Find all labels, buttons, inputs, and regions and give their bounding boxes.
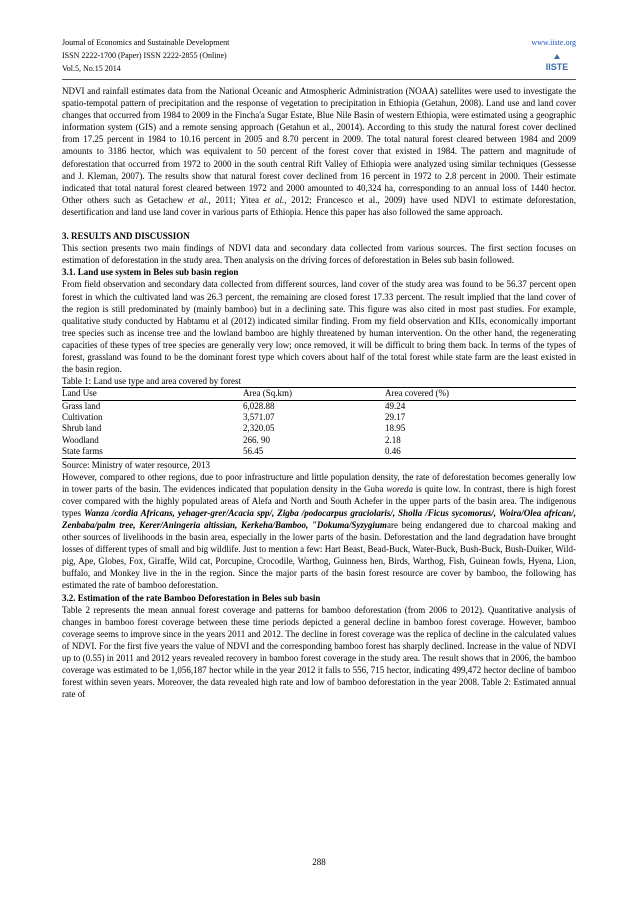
table-row [62,446,576,458]
table-cell: State farms [62,446,103,457]
table-header-cell: Land Use [62,388,97,399]
page [62,36,576,700]
table-cell: 266. 90 [243,434,270,445]
section-3-1-paragraph: From field observation and secondary data collected from different sources, land cover of the study area was found to be 56.37 percent open forest in which the cultivated land was 26.3 percent, the remaining are closed forest 17.33 percent. The result implied that the land cover of the region is still predominated by (mainly bamboo) but in a declining sate. This figure was also cited in most past studies. For example, qualitative study conducted by Habtamu et al (2012) indicated similar finding. From my field observation and KIIs, economically important tree species such as incense tree and the lowland bamboo are highly threatened by human intervention. On the other hand, the regenerating capacities of these types of tree species are generally very low; once removed, it will be difficult to bring them back. In terms of the types of forest, grassland was found to be the dominant forest type which covers about half of the total forest while state farm are the least existed in the basin region. [62,279,576,375]
issn-line: ISSN 2222-1700 (Paper) ISSN 2222-2855 (Online) [62,51,227,60]
table-cell: Woodland [62,434,99,445]
table-cell: 2.18 [385,434,401,445]
table-cell: 49.24 [385,400,406,411]
section-3-paragraph: This section presents two main findings of NDVI data and secondary data collected from various sources. The first section focuses on estimation of deforestation in the study area. Then analysis on the driving forces of deforestation in Beles sub basin followed. [62,243,576,266]
journal-header [62,36,576,80]
table-1-source: Source: Ministry of water resource, 2013 [62,459,210,470]
section-3-2-title: 3.2. Estimation of the rate Bamboo Deforestation in Beles sub basin [62,592,321,603]
table-cell: 0.46 [385,446,401,457]
section-3-2-paragraph: Table 2 represents the mean annual forest coverage and patterns for bamboo deforestation (from 2006 to 2012). Quantitative analysis of changes in bamboo forest coverage between these time periods depicted a general decline in bamboo forest coverage. However, bamboo coverage seems to improve since in the years 2011 and 2012. The decline in forest coverage was the replica of decline in the calculated values of NDVI. For the first five years the value of NDVI and the corresponding bamboo forest has sharply declined. Increase in the value of NDVI up to (0.55) in 2011 and 2012 years revealed recovery in bamboo forest coverage in the study area. The result shows that in 2006, the bamboo coverage was estimated to be 1,056,187 hector while in the year 2012 it falls to 556, 715 hector, indicating 499,472 hector decline of bamboo forest within seven years. Moreover, the data revealed high rate and low of bamboo deforestation in the year 2008. Table 2: Estimated annual rate of [62,604,576,700]
table-cell: 2,320.05 [243,423,275,434]
table-1-caption: Table 1: Land use type and area covered by forest [62,376,242,387]
journal-url-link[interactable]: www.iiste.org [531,38,576,47]
header-rule [62,79,576,80]
table-row [62,423,576,434]
volume-line: Vol.5, No.15 2014 [62,64,121,73]
logo-text: IISTE [545,62,569,72]
journal-name: Journal of Economics and Sustainable Development [62,38,230,47]
table-row [62,435,576,446]
section-3-1-title: 3.1. Land use system in Beles sub basin region [62,267,239,278]
deforestation-paragraph: However, compared to other regions, due to poor infrastructure and little population density, the rate of deforestation becomes generally low in tower parts of the basin. The evidences indicated that population density in the Guba woreda is quite low. In contrast, there is high forest cover compared with the highly populated areas of Alefa and North and South Achefer in the upper parts of the basin area. The indigenous types Wanza /cordia Africans, yehager-grer/Acacia spp/, Zigba /podocarpus graciolaris/, Sholla /Ficus sycomorus/, Woira/Olea african/, Zenbaba/palm tree, Kerer/Aningeria altissian, Kerkeha/Bamboo, "Dokuma/Syzygiumare being endangered due to charcoal making and other sources of livelihoods in the basin area, especially in the lower parts of the basin. Deforestation and the land degradation have brought losses of different types of small and big wildlife. Just to mention a few: Hart Beast, Bead-Buck, Water-Buck, Bush-Buck, Bush-Duiker, Wild-pig, Ape, Globes, Fox, Giraffe, Wild cat, Porcupine, Crocodile, Warthog, Guinness hen, Birds, Warthog, Fish, Guinean fowls, Hyena, Lion, buffalo, and Monkey live in the in the region. Since the major parts of the basin forest resource are cover by bamboo, the following has estimated the rate of bamboo deforestation. [62,471,577,591]
table-row [62,412,576,423]
table-cell: Shrub land [62,423,102,434]
table-cell: 6,028.88 [243,400,275,411]
table-cell: Cultivation [62,411,103,422]
page-number: 288 [312,857,326,867]
table-cell: 56.45 [243,446,264,457]
table-cell: 3,571.07 [243,411,275,422]
iiste-logo-icon [538,53,576,73]
table-row [62,400,576,412]
table-header-cell: Area covered (%) [385,388,449,399]
intro-paragraph: NDVI and rainfall estimates data from the National Oceanic and Atmospheric Administration (NOAA) satellites were used to investigate the spatio-tempotal pattern of precipitation and the response of vegetation to precipitation in Ethiopia (Getahun, 2008). Land use and land cover changes that occurred from 1984 to 2009 in the Fincha'a Sugar Estate, Blue Nile Basin of western Ethiopia, were estimated using a geographic information system (GIS) and a remote sensing approach (Getahun et al., 20014). According to this study the natural forest cover declined from 17.25 percent in 1984 to 10.16 percent in 2005 and 8.70 percent in 2009. The total natural forest cleared between 1984 and 2009 amounts to 3186 hector, which was equivalent to 50 percent of the forest cover that existed in 1984. The pattern and magnitude of deforestation that occurred from 1972 to 2000 in the south central Rift Valley of Ethiopia were analyzed using similar techniques (Gessesse and J. Kleman, 2007). The results show that natural forest cover declined from 16 percent in 1972 to 2.8 percent in 2000. Their estimate indicated that total natural forest cleared between 1972 and 2000 amounted to 40,324 ha, corresponding to an annual loss of 1440 hector. Other others such as Getachew et al., 2011; Yitea et al., 2012; Francesco et al., 2009) have used NDVI to estimate deforestation, desertification and land use land cover in various parts of Ethiopia. Hence this paper has also followed the same approach. [62,86,577,217]
table-header-row [62,388,576,400]
table-cell: 29.17 [385,411,406,422]
table-cell: Grass land [62,400,101,411]
table-cell: 18.95 [385,423,406,434]
table-header-cell: Area (Sq.km) [243,388,292,399]
section-3-title: 3. RESULTS AND DISCUSSION [62,231,190,242]
land-use-table [62,387,576,458]
